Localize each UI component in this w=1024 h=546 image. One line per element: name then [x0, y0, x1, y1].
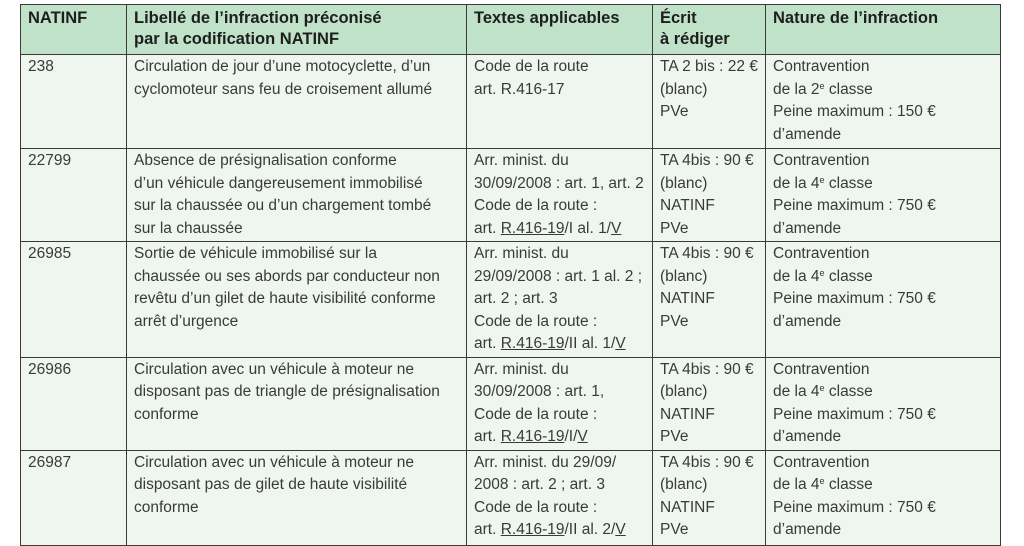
header-nature-label: Nature de l’infraction [773, 9, 939, 27]
table-header [21, 5, 1001, 55]
textes-line [474, 195, 645, 218]
libelle-line: Sortie de véhicule immobilisé sur la [134, 245, 377, 262]
libelle-line: sur la chaussée ou d’un chargement tombé [134, 197, 432, 214]
cell-nature [766, 149, 1001, 242]
header-libelle-line: par la codification NATINF [134, 30, 340, 48]
nature-classe [773, 474, 993, 497]
ecrit-line: TA 4bis : 90 € [660, 360, 754, 378]
header-textes-label: Textes applicables [474, 9, 620, 27]
nature-classe-sup: e [819, 174, 825, 185]
header-natinf [21, 5, 127, 55]
cell-nature [766, 55, 1001, 149]
header-textes [467, 5, 653, 55]
textes-line [474, 150, 645, 173]
textes-line [474, 404, 645, 427]
textes-line [474, 56, 645, 79]
textes-text: art. [474, 521, 501, 538]
nature-classe-text: classe [824, 174, 873, 192]
ecrit-line: PVe [660, 312, 689, 330]
nature-classe-sup: e [819, 476, 825, 486]
nature-classe [773, 381, 993, 404]
table-row [21, 450, 1001, 545]
textes-text: 30/09/2008 : art. 1, [474, 383, 605, 400]
article-link[interactable]: R.416-19 [500, 219, 565, 237]
textes-text: Arr. minist. du 29/09/ [474, 453, 617, 471]
textes-line [474, 243, 645, 266]
textes-line [474, 497, 645, 520]
article-link[interactable]: R.416-19 [500, 521, 565, 538]
nature-classe-text: classe [824, 476, 873, 493]
header-natinf-label: NATINF [28, 9, 88, 27]
ecrit-line: PVe [660, 521, 689, 538]
ecrit-line: TA 4bis : 90 € [660, 245, 754, 262]
cell-libelle [127, 55, 467, 149]
textes-text: 30/09/2008 : art. 1, art. 2 [474, 174, 644, 192]
header-nature [766, 5, 1001, 55]
nature-classe-sup: e [819, 267, 825, 278]
textes-line [474, 519, 645, 542]
libelle-line: conforme [134, 405, 199, 423]
natinf-code: 238 [28, 58, 54, 75]
nature-type: Contravention [773, 152, 870, 169]
cell-ecrit [653, 242, 766, 358]
cell-natinf-code [21, 450, 127, 545]
libelle-line: cyclomoteur sans feu de croisement allumé [134, 80, 433, 98]
libelle-line: Circulation avec un véhicule à moteur ne [134, 360, 415, 378]
nature-classe [773, 79, 993, 102]
cell-textes-applicables [467, 55, 653, 149]
nature-peine: Peine maximum : 750 € [773, 197, 936, 214]
cell-natinf-code [21, 242, 127, 358]
nature-classe-text: classe [824, 80, 873, 98]
nature-amende: d’amende [773, 428, 842, 445]
nature-type: Contravention [773, 453, 870, 471]
textes-text: art. [474, 219, 501, 237]
textes-text: Arr. minist. du [474, 152, 569, 169]
cell-ecrit [653, 55, 766, 149]
textes-text: art. 2 ; art. 3 [474, 290, 558, 307]
textes-text: Code de la route [474, 58, 589, 75]
ecrit-line: (blanc) [660, 267, 708, 285]
textes-text: Arr. minist. du [474, 245, 569, 262]
textes-text: art. R.416-17 [474, 80, 565, 98]
header-ecrit-line: à rédiger [660, 30, 730, 48]
cell-textes-applicables [467, 450, 653, 545]
header-ecrit [653, 5, 766, 55]
textes-line [474, 79, 645, 102]
cell-ecrit [653, 149, 766, 242]
cell-libelle [127, 357, 467, 450]
textes-text: /I al. 1/ [564, 219, 611, 237]
ecrit-line: TA 4bis : 90 € [660, 453, 754, 471]
cell-libelle [127, 242, 467, 358]
ecrit-line: PVe [660, 103, 689, 120]
table-body [21, 55, 1001, 546]
libelle-line: Circulation de jour d’une motocyclette, d’un [134, 58, 431, 75]
ecrit-line: (blanc) [660, 383, 708, 400]
nature-classe-text: de la 4 [773, 476, 820, 493]
nature-classe-text: classe [824, 383, 873, 400]
textes-text: 29/09/2008 : art. 1 al. 2 ; [474, 267, 643, 285]
nature-classe-text: de la 4 [773, 174, 820, 192]
textes-line [474, 452, 645, 475]
ecrit-line: TA 2 bis : 22 € [660, 58, 758, 75]
nature-classe-text: de la 4 [773, 267, 820, 285]
nature-type: Contravention [773, 245, 870, 262]
ecrit-line: (blanc) [660, 476, 708, 493]
textes-line [474, 381, 645, 404]
ecrit-line: PVe [660, 219, 689, 237]
nature-amende: d’amende [773, 521, 842, 538]
nature-type: Contravention [773, 360, 870, 378]
cell-ecrit [653, 357, 766, 450]
cell-nature [766, 242, 1001, 358]
cell-textes-applicables [467, 357, 653, 450]
nature-amende: d’amende [773, 125, 842, 143]
nature-type: Contravention [773, 58, 870, 75]
cell-nature [766, 357, 1001, 450]
nature-classe-text: de la 2 [773, 80, 820, 98]
textes-line [474, 173, 645, 196]
textes-text: /II al. 1/ [564, 335, 616, 352]
cell-libelle [127, 450, 467, 545]
textes-text: 2008 : art. 2 ; art. 3 [474, 476, 605, 493]
article-link[interactable]: V [615, 521, 626, 538]
cell-libelle [127, 149, 467, 242]
nature-classe-sup: e [819, 80, 825, 91]
libelle-line: arrêt d’urgence [134, 312, 239, 330]
libelle-line: chaussée ou ses abords par conducteur non [134, 267, 440, 285]
libelle-line: disposant pas de gilet de haute visibilité [134, 476, 408, 493]
table-row [21, 357, 1001, 450]
textes-text: art. [474, 428, 501, 445]
textes-text: Code de la route : [474, 405, 598, 423]
ecrit-line: NATINF [660, 498, 715, 516]
natinf-code: 22799 [28, 152, 72, 169]
cell-ecrit [653, 450, 766, 545]
cell-natinf-code [21, 149, 127, 242]
ecrit-line: NATINF [660, 290, 715, 307]
natinf-code: 26986 [28, 360, 72, 378]
nature-classe-text: de la 4 [773, 383, 820, 400]
cell-nature [766, 450, 1001, 545]
libelle-line: sur la chaussée [134, 219, 243, 237]
cell-natinf-code [21, 357, 127, 450]
libelle-line: disposant pas de triangle de présignalisation [134, 383, 440, 400]
ecrit-line: PVe [660, 428, 689, 445]
nature-peine: Peine maximum : 150 € [773, 103, 936, 120]
nature-peine: Peine maximum : 750 € [773, 405, 936, 423]
table-row [21, 149, 1001, 242]
textes-text: Code de la route : [474, 498, 598, 516]
textes-line [474, 311, 645, 334]
article-link[interactable]: V [611, 219, 622, 237]
textes-line [474, 474, 645, 497]
libelle-line: conforme [134, 498, 199, 516]
natinf-code: 26987 [28, 453, 72, 471]
article-link[interactable]: V [577, 428, 588, 445]
natinf-code: 26985 [28, 245, 72, 262]
ecrit-line: (blanc) [660, 174, 708, 192]
article-link[interactable]: V [615, 335, 626, 352]
textes-line [474, 333, 645, 356]
textes-line [474, 266, 645, 289]
nature-classe [773, 266, 993, 289]
cell-textes-applicables [467, 149, 653, 242]
cell-natinf-code [21, 55, 127, 149]
header-libelle [127, 5, 467, 55]
nature-peine: Peine maximum : 750 € [773, 498, 936, 516]
table-row [21, 55, 1001, 149]
table-row [21, 242, 1001, 358]
textes-text: Code de la route : [474, 312, 598, 330]
textes-text: /I/ [564, 428, 578, 445]
nature-classe-sup: e [819, 383, 825, 393]
textes-text: Code de la route : [474, 197, 598, 214]
libelle-line: Absence de présignalisation conforme [134, 152, 397, 169]
textes-line [474, 218, 645, 241]
cell-textes-applicables [467, 242, 653, 358]
textes-text: art. [474, 335, 501, 352]
ecrit-line: TA 4bis : 90 € [660, 152, 754, 169]
ecrit-line: (blanc) [660, 80, 708, 98]
textes-line [474, 359, 645, 382]
nature-classe [773, 173, 993, 196]
libelle-line: revêtu d’un gilet de haute visibilité conforme [134, 290, 436, 307]
nature-classe-text: classe [824, 267, 873, 285]
article-link[interactable]: R.416-19 [500, 428, 565, 445]
textes-line [474, 426, 645, 449]
ecrit-line: NATINF [660, 405, 715, 423]
nature-amende: d’amende [773, 219, 842, 237]
ecrit-line: NATINF [660, 197, 715, 214]
header-libelle-line: Libellé de l’infraction préconisé [134, 9, 382, 27]
nature-peine: Peine maximum : 750 € [773, 290, 936, 307]
textes-text: Arr. minist. du [474, 360, 569, 378]
textes-text: /II al. 2/ [564, 521, 616, 538]
libelle-line: Circulation avec un véhicule à moteur ne [134, 453, 415, 471]
article-link[interactable]: R.416-19 [500, 335, 565, 352]
libelle-line: d’un véhicule dangereusement immobilisé [134, 174, 423, 192]
header-row [21, 5, 1001, 55]
header-ecrit-line: Écrit [660, 9, 697, 27]
nature-amende: d’amende [773, 312, 842, 330]
natinf-infractions-table [20, 4, 1001, 546]
textes-line [474, 288, 645, 311]
